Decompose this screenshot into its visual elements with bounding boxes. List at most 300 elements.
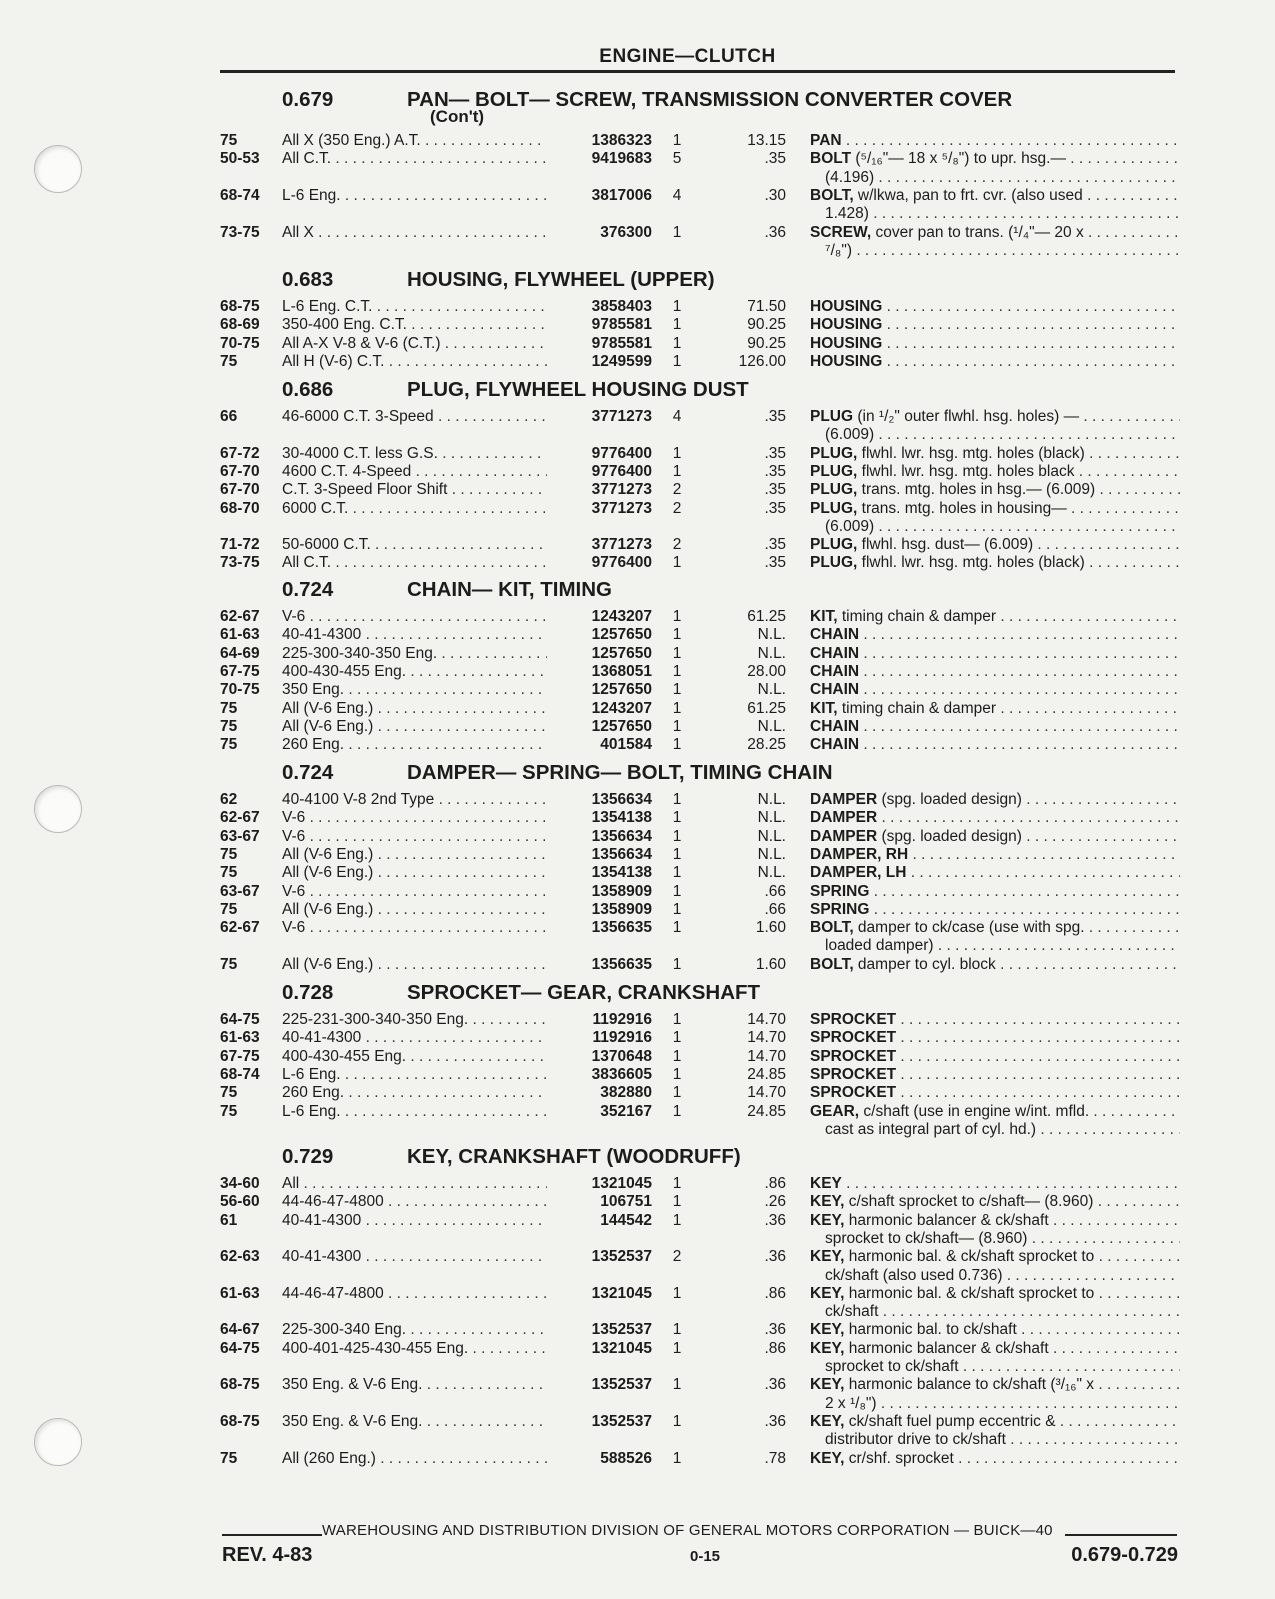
application: All (V-6 Eng.) . . . — [282, 956, 547, 974]
model-years: 67-70 — [220, 462, 260, 480]
model-years: 75 — [220, 845, 238, 863]
part-number: 1352537 — [591, 1412, 652, 1430]
description — [810, 1066, 1180, 1084]
table-row — [0, 150, 1275, 170]
model-years: 75 — [220, 352, 238, 370]
description — [810, 901, 1180, 919]
section-title: HOUSING, FLYWHEEL (UPPER) — [407, 268, 715, 291]
table-row — [0, 445, 1275, 465]
part-name: SPROCKET — [810, 1029, 897, 1047]
model-years: 75 — [220, 1102, 238, 1120]
part-detail: cover pan to trans. (¹/₄"— 20 x — [871, 223, 1084, 241]
part-number: 3836605 — [591, 1065, 652, 1083]
part-detail: flwhl. lwr. hsg. mtg. holes black — [857, 462, 1075, 480]
table-row — [0, 132, 1275, 152]
table-row-continuation — [0, 937, 1275, 957]
quantity: 1 — [672, 1102, 682, 1120]
price: N.L. — [757, 827, 786, 845]
description-continuation: cast as integral part of cyl. hd.) . . . — [825, 1121, 1180, 1139]
part-number: 1354138 — [591, 809, 652, 827]
quantity: 2 — [672, 536, 682, 554]
description — [810, 335, 1180, 353]
price: .66 — [764, 900, 786, 918]
price: .35 — [764, 554, 786, 572]
price: N.L. — [757, 809, 786, 827]
part-number: 1257650 — [591, 626, 652, 644]
model-years: 68-75 — [220, 1412, 260, 1430]
table-row — [0, 298, 1275, 318]
description — [810, 1376, 1180, 1394]
table-row — [0, 718, 1275, 738]
price: N.L. — [757, 681, 786, 699]
description — [810, 481, 1180, 499]
application: 350 Eng. . . . — [282, 681, 547, 699]
part-detail: harmonic bal. & ck/shaft sprocket to — [844, 1248, 1095, 1266]
quantity: 1 — [672, 1321, 682, 1339]
application: 260 Eng. . . . — [282, 1084, 547, 1102]
part-number: 1370648 — [591, 1047, 652, 1065]
table-row — [0, 335, 1275, 355]
application: All A-X V-8 & V-6 (C.T.) . . . — [282, 335, 547, 353]
description — [810, 864, 1180, 882]
part-detail: damper to ck/case (use with spg. — [853, 919, 1085, 937]
price: .36 — [764, 1211, 786, 1229]
price: .36 — [764, 223, 786, 241]
price: .86 — [764, 1284, 786, 1302]
quantity: 1 — [672, 1449, 682, 1467]
description-continuation: ck/shaft . . . — [825, 1303, 1180, 1321]
part-number: 1358909 — [591, 882, 652, 900]
part-detail: (spg. loaded design) — [877, 827, 1022, 845]
description — [810, 1212, 1180, 1230]
application: 225-300-340-350 Eng. . . . — [282, 645, 547, 663]
price: .35 — [764, 150, 786, 168]
part-name: CHAIN — [810, 644, 860, 662]
model-years: 68-70 — [220, 499, 260, 517]
quantity: 1 — [672, 1084, 682, 1102]
section-number: 0.728 — [282, 981, 334, 1004]
application: All X (350 Eng.) A.T. . . . — [282, 132, 547, 150]
table-row — [0, 1103, 1275, 1123]
application: C.T. 3-Speed Floor Shift . . . — [282, 481, 547, 499]
part-name: PAN — [810, 132, 842, 149]
model-years: 61-63 — [220, 1029, 260, 1047]
part-number: 144542 — [600, 1211, 652, 1229]
application: All . . . — [282, 1175, 547, 1193]
description — [810, 132, 1180, 150]
quantity: 1 — [672, 845, 682, 863]
part-detail: (spg. loaded design) — [877, 791, 1022, 808]
part-name: KEY, — [810, 1339, 845, 1357]
price: 28.00 — [747, 662, 786, 680]
part-name: KEY, — [810, 1449, 845, 1467]
part-number: 9776400 — [591, 444, 652, 462]
model-years: 70-75 — [220, 681, 260, 699]
part-number: 352167 — [600, 1102, 652, 1120]
part-detail: timing chain & damper — [837, 608, 997, 625]
table-row — [0, 408, 1275, 428]
part-number: 9785581 — [591, 316, 652, 334]
section-number: 0.724 — [282, 761, 334, 784]
description — [810, 1248, 1180, 1266]
quantity: 2 — [672, 499, 682, 517]
quantity: 1 — [672, 717, 682, 735]
section-title: PAN— BOLT— SCREW, TRANSMISSION CONVERTER COVER — [407, 88, 1013, 111]
application: L-6 Eng. C.T. . . . — [282, 298, 547, 316]
price: N.L. — [757, 791, 786, 808]
quantity: 1 — [672, 882, 682, 900]
price: 61.25 — [747, 608, 786, 625]
quantity: 1 — [672, 316, 682, 334]
part-detail: trans. mtg. holes in housing— — [857, 499, 1067, 517]
part-number: 1358909 — [591, 900, 652, 918]
model-years: 75 — [220, 900, 238, 918]
part-name: CHAIN — [810, 626, 860, 644]
description — [810, 919, 1180, 937]
part-detail: harmonic balancer & ck/shaft — [844, 1339, 1049, 1357]
description — [810, 791, 1180, 809]
model-years: 62-63 — [220, 1248, 260, 1266]
part-name: KEY, — [810, 1321, 845, 1339]
part-detail: cr/shf. sprocket — [844, 1449, 954, 1467]
price: 1.60 — [755, 919, 786, 937]
description-continuation: (4.196) . . . — [825, 169, 1180, 187]
description — [810, 1011, 1180, 1029]
description — [810, 663, 1180, 681]
table-row — [0, 1011, 1275, 1031]
part-name: PLUG, — [810, 536, 858, 554]
part-number: 1352537 — [591, 1376, 652, 1394]
part-number: 1354138 — [591, 864, 652, 882]
application: 40-41-4300 . . . — [282, 626, 547, 644]
part-number: 3771273 — [591, 408, 652, 425]
description — [810, 883, 1180, 901]
table-row-continuation — [0, 518, 1275, 538]
application: All C.T. . . . — [282, 150, 547, 168]
section-title: KEY, CRANKSHAFT (WOODRUFF) — [407, 1145, 741, 1168]
table-row — [0, 901, 1275, 921]
price: .35 — [764, 408, 786, 425]
description — [810, 554, 1180, 572]
quantity: 1 — [672, 132, 682, 149]
description — [810, 700, 1180, 718]
part-detail: timing chain & damper — [837, 699, 997, 717]
quantity: 1 — [672, 919, 682, 937]
part-name: SCREW, — [810, 223, 872, 241]
table-row-continuation — [0, 1267, 1275, 1287]
table-row-continuation — [0, 242, 1275, 262]
application: All (260 Eng.) . . . — [282, 1450, 547, 1468]
price: 1.60 — [755, 955, 786, 973]
table-row — [0, 626, 1275, 646]
part-name: KEY, — [810, 1376, 845, 1394]
quantity: 1 — [672, 1065, 682, 1083]
part-number: 1352537 — [591, 1321, 652, 1339]
model-years: 75 — [220, 864, 238, 882]
part-number: 9419683 — [591, 150, 652, 168]
part-name: BOLT, — [810, 919, 854, 937]
quantity: 1 — [672, 864, 682, 882]
table-row — [0, 681, 1275, 701]
price: N.L. — [757, 626, 786, 644]
part-name: DAMPER, RH — [810, 845, 909, 863]
table-row-continuation — [0, 205, 1275, 225]
application: 400-401-425-430-455 Eng. . . . — [282, 1340, 547, 1358]
part-name: SPRING — [810, 882, 870, 900]
application: 350 Eng. & V-6 Eng. . . . — [282, 1376, 547, 1394]
price: 28.25 — [747, 736, 786, 754]
part-number: 3858403 — [591, 298, 652, 315]
part-number: 1257650 — [591, 717, 652, 735]
part-name: PLUG, — [810, 444, 858, 462]
model-years: 63-67 — [220, 882, 260, 900]
table-row — [0, 700, 1275, 720]
part-name: PLUG, — [810, 554, 858, 572]
part-detail: w/lkwa, pan to frt. cvr. (also used — [853, 186, 1083, 204]
model-years: 75 — [220, 1084, 238, 1102]
part-name: KEY, — [810, 1284, 845, 1302]
table-row — [0, 353, 1275, 373]
description — [810, 1413, 1180, 1431]
description — [810, 1103, 1180, 1121]
part-name: CHAIN — [810, 717, 860, 735]
table-row-continuation — [0, 426, 1275, 446]
description-continuation: distributor drive to ck/shaft . . . — [825, 1431, 1180, 1449]
quantity: 4 — [672, 186, 682, 204]
price: .35 — [764, 462, 786, 480]
description — [810, 828, 1180, 846]
part-number: 1192916 — [592, 1029, 652, 1047]
price: 61.25 — [747, 699, 786, 717]
application: 6000 C.T. . . . — [282, 500, 547, 518]
part-name: KIT, — [810, 608, 838, 625]
part-number: 9785581 — [591, 334, 652, 352]
description-continuation: (6.009) . . . — [825, 518, 1180, 536]
part-name: SPROCKET — [810, 1084, 897, 1102]
application: 260 Eng. . . . — [282, 736, 547, 754]
model-years: 68-75 — [220, 1376, 260, 1394]
section-title: DAMPER— SPRING— BOLT, TIMING CHAIN — [407, 761, 833, 784]
table-row — [0, 846, 1275, 866]
section-number: 0.679 — [282, 88, 334, 111]
description — [810, 1321, 1180, 1339]
application: 40-41-4300 . . . — [282, 1248, 547, 1266]
price: 90.25 — [747, 334, 786, 352]
price: 24.85 — [747, 1065, 786, 1083]
quantity: 1 — [672, 736, 682, 754]
footer-publisher-line: WAREHOUSING AND DISTRIBUTION DIVISION OF GENERAL MOTORS CORPORATION — BUICK—40 — [322, 1522, 1053, 1539]
application: 400-430-455 Eng. . . . — [282, 663, 547, 681]
table-row-continuation — [0, 1121, 1275, 1141]
part-name: HOUSING — [810, 352, 883, 370]
price: N.L. — [757, 717, 786, 735]
part-detail: damper to cyl. block — [853, 955, 996, 973]
model-years: 67-70 — [220, 481, 260, 499]
part-detail: (⁵/₁₆"— 18 x ⁵/₈") to upr. hsg.— — [851, 150, 1066, 168]
table-row — [0, 663, 1275, 683]
part-number: 106751 — [600, 1193, 652, 1211]
table-row — [0, 1376, 1275, 1396]
part-number: 1257650 — [591, 681, 652, 699]
table-row — [0, 1084, 1275, 1104]
price: .26 — [764, 1193, 786, 1211]
price: 14.70 — [747, 1011, 786, 1028]
description — [810, 316, 1180, 334]
part-name: HOUSING — [810, 334, 883, 352]
part-name: PLUG, — [810, 499, 858, 517]
description-continuation: 2 x ¹/₈") . . . — [825, 1395, 1180, 1413]
price: .36 — [764, 1412, 786, 1430]
part-number: 382880 — [600, 1084, 652, 1102]
application: 225-300-340 Eng. . . . — [282, 1321, 547, 1339]
part-name: KEY, — [810, 1248, 845, 1266]
quantity: 1 — [672, 1175, 682, 1192]
quantity: 1 — [672, 298, 682, 315]
application: V-6 . . . — [282, 883, 547, 901]
quantity: 1 — [672, 1284, 682, 1302]
quantity: 2 — [672, 481, 682, 499]
part-number: 1243207 — [591, 608, 652, 625]
price: .35 — [764, 499, 786, 517]
part-number: 376300 — [600, 223, 652, 241]
model-years: 62-67 — [220, 608, 260, 625]
part-number: 1192916 — [592, 1011, 652, 1028]
description — [810, 408, 1180, 426]
table-row-continuation — [0, 1431, 1275, 1451]
model-years: 62-67 — [220, 919, 260, 937]
application: L-6 Eng. . . . — [282, 1103, 547, 1121]
model-years: 64-67 — [220, 1321, 260, 1339]
quantity: 1 — [672, 900, 682, 918]
section-title: PLUG, FLYWHEEL HOUSING DUST — [407, 378, 749, 401]
description — [810, 1285, 1180, 1303]
table-row — [0, 536, 1275, 556]
part-number: 1321045 — [591, 1284, 652, 1302]
price: N.L. — [757, 864, 786, 882]
application: All X . . . — [282, 224, 547, 242]
description — [810, 187, 1180, 205]
table-row — [0, 1248, 1275, 1268]
application: 350-400 Eng. C.T. . . . — [282, 316, 547, 334]
quantity: 1 — [672, 955, 682, 973]
description — [810, 224, 1180, 242]
description — [810, 736, 1180, 754]
quantity: 1 — [672, 334, 682, 352]
description — [810, 536, 1180, 554]
quantity: 1 — [672, 662, 682, 680]
part-number: 3771273 — [591, 481, 652, 499]
part-name: PLUG, — [810, 462, 858, 480]
part-detail: flwhl. lwr. hsg. mtg. holes (black) — [857, 554, 1085, 572]
description — [810, 718, 1180, 736]
quantity: 1 — [672, 1011, 682, 1028]
section-number: 0.729 — [282, 1145, 334, 1168]
table-row — [0, 1066, 1275, 1086]
quantity: 4 — [672, 408, 682, 425]
model-years: 34-60 — [220, 1175, 260, 1192]
model-years: 64-75 — [220, 1011, 260, 1028]
description — [810, 1029, 1180, 1047]
model-years: 56-60 — [220, 1193, 260, 1211]
model-years: 61-63 — [220, 1284, 260, 1302]
quantity: 5 — [672, 150, 682, 168]
part-detail: c/shaft sprocket to c/shaft— (8.960) — [844, 1193, 1094, 1211]
description — [810, 463, 1180, 481]
model-years: 62-67 — [220, 809, 260, 827]
description — [810, 298, 1180, 316]
table-row — [0, 316, 1275, 336]
model-years: 64-75 — [220, 1339, 260, 1357]
description — [810, 1048, 1180, 1066]
description-continuation: ck/shaft (also used 0.736) . . . — [825, 1267, 1180, 1285]
model-years: 66 — [220, 408, 238, 425]
quantity: 1 — [672, 1412, 682, 1430]
price: .78 — [764, 1449, 786, 1467]
part-detail: (in ¹/₂" outer flwhl. hsg. holes) — — [853, 408, 1080, 425]
table-row — [0, 500, 1275, 520]
quantity: 1 — [672, 1047, 682, 1065]
quantity: 1 — [672, 462, 682, 480]
quantity: 1 — [672, 608, 682, 625]
part-name: CHAIN — [810, 662, 860, 680]
part-name: SPRING — [810, 900, 870, 918]
part-number: 1352537 — [591, 1248, 652, 1266]
quantity: 1 — [672, 1211, 682, 1229]
quantity: 1 — [672, 809, 682, 827]
quantity: 1 — [672, 644, 682, 662]
application: 4600 C.T. 4-Speed . . . — [282, 463, 547, 481]
table-row — [0, 864, 1275, 884]
part-number: 9776400 — [591, 462, 652, 480]
page-number: 0-15 — [689, 1548, 721, 1565]
part-detail: harmonic balance to ck/shaft (³/₁₆" x — [844, 1376, 1095, 1394]
description — [810, 500, 1180, 518]
part-name: DAMPER — [810, 827, 878, 845]
application: 225-231-300-340-350 Eng. . . . — [282, 1011, 547, 1029]
description — [810, 150, 1180, 168]
quantity: 1 — [672, 791, 682, 808]
application: All (V-6 Eng.) . . . — [282, 846, 547, 864]
table-row — [0, 224, 1275, 244]
application: All H (V-6) C.T. . . . — [282, 353, 547, 371]
price: .36 — [764, 1248, 786, 1266]
application: V-6 . . . — [282, 809, 547, 827]
description — [810, 626, 1180, 644]
footer-rule-right — [1065, 1534, 1177, 1536]
section-number: 0.686 — [282, 378, 334, 401]
part-number: 1356635 — [591, 919, 652, 937]
table-row — [0, 956, 1275, 976]
description-continuation: (6.009) . . . — [825, 426, 1180, 444]
price: 13.15 — [747, 132, 786, 149]
revision-label: REV. 4-83 — [222, 1544, 313, 1566]
quantity: 1 — [672, 827, 682, 845]
description — [810, 353, 1180, 371]
part-name: KIT, — [810, 699, 838, 717]
model-years: 62 — [220, 791, 238, 808]
application: All (V-6 Eng.) . . . — [282, 700, 547, 718]
part-number: 1321045 — [591, 1339, 652, 1357]
part-number: 1321045 — [591, 1175, 652, 1192]
description — [810, 681, 1180, 699]
model-years: 67-72 — [220, 444, 260, 462]
part-name: SPROCKET — [810, 1047, 897, 1065]
part-detail: harmonic balancer & ck/shaft — [844, 1211, 1049, 1229]
table-row-continuation — [0, 169, 1275, 189]
part-detail: harmonic bal. to ck/shaft — [844, 1321, 1017, 1339]
table-row — [0, 481, 1275, 501]
section-number: 0.724 — [282, 578, 334, 601]
